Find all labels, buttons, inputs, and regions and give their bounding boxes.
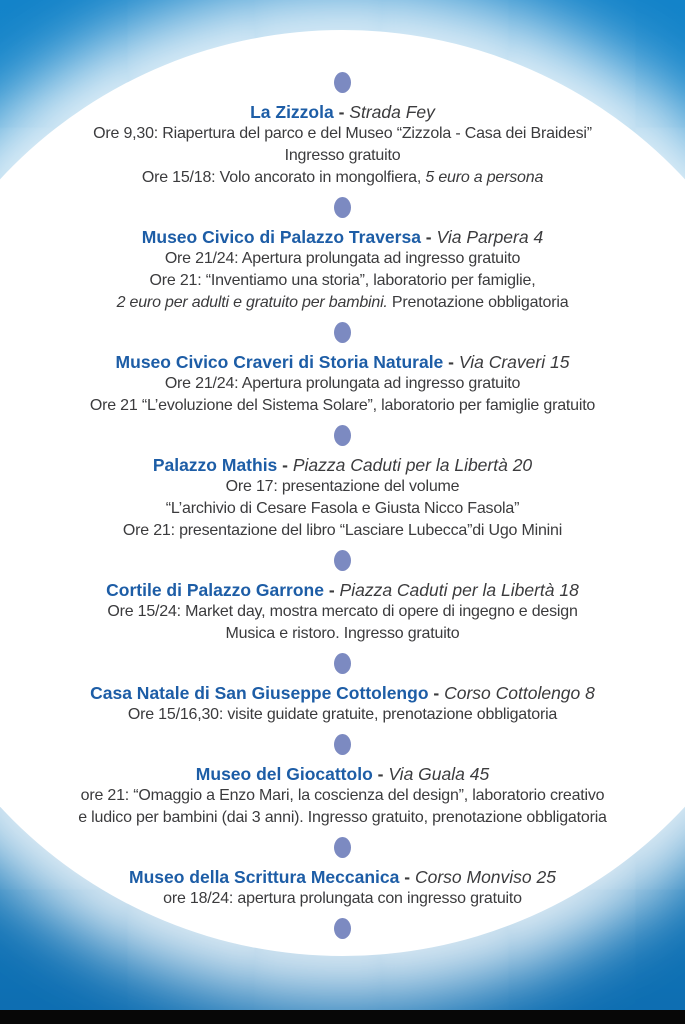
heading-separator: - — [399, 867, 415, 887]
event-section — [10, 682, 675, 726]
detail-text-segment: Ore 21/24: Apertura prolungata ad ingresso gratuito — [164, 250, 521, 267]
detail-text-segment: ore 18/24: apertura prolungata con ingresso gratuito — [163, 890, 522, 907]
venue-name: Museo Civico di Palazzo Traversa — [141, 227, 421, 247]
detail-text-segment: Ore 21: presentazione del libro “Lasciare Lubecca”di Ugo Minini — [122, 522, 563, 539]
heading-separator: - — [323, 580, 340, 600]
heading-separator: - — [428, 683, 445, 703]
bullet-separator-icon — [334, 653, 351, 674]
venue-name: Museo del Giocattolo — [195, 764, 373, 784]
venue-address: Strada Fey — [349, 102, 435, 122]
venue-address: Piazza Caduti per la Libertà 20 — [292, 455, 533, 475]
detail-text-segment: Prenotazione obbligatoria — [387, 294, 569, 311]
bullet-separator-icon — [334, 197, 351, 218]
heading-separator: - — [443, 352, 459, 372]
event-section — [10, 763, 675, 829]
detail-text-segment: Ore 15/16,30: visite guidate gratuite, prenotazione obbligatoria — [127, 706, 558, 723]
event-detail-line — [10, 373, 675, 395]
event-detail-line — [10, 785, 675, 807]
heading-separator: - — [372, 764, 389, 784]
event-heading — [10, 579, 675, 601]
bottom-black-bar — [0, 1010, 685, 1024]
venue-address: Via Guala 45 — [388, 764, 490, 784]
heading-separator: - — [420, 227, 437, 247]
event-section — [10, 351, 675, 417]
detail-text-segment: Ore 15/18: Volo ancorato in mongolfiera, — [141, 169, 426, 186]
bullet-separator-icon — [334, 425, 351, 446]
event-heading — [10, 866, 675, 888]
event-detail-line — [10, 292, 675, 314]
event-heading — [10, 454, 675, 476]
event-detail-line — [10, 498, 675, 520]
event-heading — [10, 682, 675, 704]
event-detail-line — [10, 395, 675, 417]
event-detail-line — [10, 704, 675, 726]
detail-text-segment: Ore 9,30: Riapertura del parco e del Museo “Zizzola - Casa dei Braidesi” — [93, 125, 592, 142]
detail-text-segment: Ore 21/24: Apertura prolungata ad ingresso gratuito — [164, 375, 521, 392]
event-detail-line — [10, 167, 675, 189]
venue-name: Museo della Scrittura Meccanica — [129, 867, 400, 887]
detail-text-segment: Ore 17: presentazione del volume — [225, 478, 460, 495]
heading-separator: - — [277, 455, 293, 475]
event-detail-line — [10, 601, 675, 623]
detail-text-segment: 5 euro a persona — [425, 169, 544, 186]
venue-name: Casa Natale di San Giuseppe Cottolengo — [90, 683, 429, 703]
detail-text-segment: Ore 15/24: Market day, mostra mercato di opere di ingegno e design — [107, 603, 578, 620]
bullet-separator-icon — [334, 837, 351, 858]
detail-text-segment: “L’archivio di Cesare Fasola e Giusta Nicco Fasola” — [165, 500, 520, 517]
event-detail-line — [10, 248, 675, 270]
event-section — [10, 579, 675, 645]
event-detail-line — [10, 270, 675, 292]
venue-address: Via Parpera 4 — [436, 227, 544, 247]
heading-separator: - — [333, 102, 350, 122]
detail-text-segment: Ore 21: “Inventiamo una storia”, laboratorio per famiglie, — [149, 272, 536, 289]
detail-text-segment: Ingresso gratuito — [284, 147, 401, 164]
event-heading — [10, 101, 675, 123]
venue-address: Piazza Caduti per la Libertà 18 — [339, 580, 579, 600]
event-detail-line — [10, 520, 675, 542]
detail-text-segment: 2 euro per adulti e gratuito per bambini. — [116, 294, 388, 311]
event-heading — [10, 351, 675, 373]
event-detail-line — [10, 123, 675, 145]
event-detail-line — [10, 888, 675, 910]
event-detail-line — [10, 623, 675, 645]
venue-name: La Zizzola — [250, 102, 334, 122]
event-detail-line — [10, 476, 675, 498]
event-section — [10, 454, 675, 542]
event-section — [10, 226, 675, 314]
detail-text-segment: e ludico per bambini (dai 3 anni). Ingresso gratuito, prenotazione obbligatoria — [78, 809, 607, 826]
venue-address: Corso Cottolengo 8 — [444, 683, 595, 703]
event-section — [10, 101, 675, 189]
detail-text-segment: Ore 21 “L’evoluzione del Sistema Solare”, laboratorio per famiglie gratuito — [89, 397, 596, 414]
bullet-separator-icon — [334, 918, 351, 939]
event-detail-line — [10, 145, 675, 167]
detail-text-segment: Musica e ristoro. Ingresso gratuito — [225, 625, 460, 642]
venue-name: Cortile di Palazzo Garrone — [106, 580, 324, 600]
venue-address: Corso Monviso 25 — [414, 867, 556, 887]
bullet-separator-icon — [334, 550, 351, 571]
bullet-separator-icon — [334, 72, 351, 93]
bullet-separator-icon — [334, 734, 351, 755]
detail-text-segment: ore 21: “Omaggio a Enzo Mari, la coscienza del design”, laboratorio creativo — [80, 787, 605, 804]
venue-name: Museo Civico Craveri di Storia Naturale — [115, 352, 444, 372]
venue-address: Via Craveri 15 — [458, 352, 570, 372]
bullet-separator-icon — [334, 322, 351, 343]
event-section — [10, 866, 675, 910]
event-heading — [10, 226, 675, 248]
venue-name: Palazzo Mathis — [152, 455, 278, 475]
event-detail-line — [10, 807, 675, 829]
event-heading — [10, 763, 675, 785]
